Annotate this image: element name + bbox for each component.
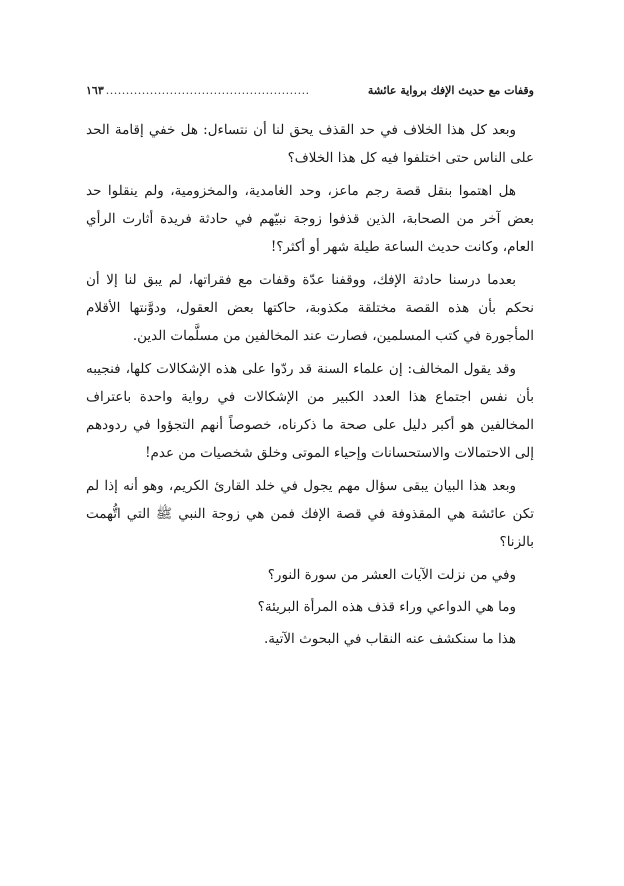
question-line: وما هي الدواعي وراء قذف هذه المرأة البريئة؟ — [257, 599, 516, 615]
paragraph: وقد يقول المخالف: إن علماء السنة قد ردّوا على هذه الإشكالات كلها، فنجيبه بأن نفس اجتماع هذا العدد الكبير من الإشكالات في رواية واحدة باعتراف المخالفين هو أكبر دليل على صحة ما ذكرناه، خصوصاً أنهم التجؤوا في ردودهم إلى الاحتمالات والاستحسانات وإحياء الموتى وخلق شخصيات من عدم! — [86, 361, 534, 461]
running-header-title: وقفات مع حديث الإفك برواية عائشة — [367, 84, 534, 97]
paragraph: بعدما درسنا حادثة الإفك، ووقفنا عدّة وقفات مع فقراتها، لم يبق لنا إلا أن نحكم بأن هذه القصة مختلقة مكذوبة، حاكتها بعض العقول، ودوَّنتها الأقلام المأجورة في كتب المسلمين، فصارت عند المخالفين من مسلَّمات الدين. — [86, 272, 534, 344]
paragraph: وبعد هذا البيان يبقى سؤال مهم يجول في خلد القارئ الكريم، وهو أنه إذا لم تكن عائشة هي المقذوفة في قصة الإفك فمن هي زوجة النبي ﷺ التي اتُّهمت بالزنا؟ — [86, 478, 534, 550]
paragraph: وبعد كل هذا الخلاف في حد القذف يحق لنا أن نتساءل: هل خفي إقامة الحد على الناس حتى اختلفوا فيه كل هذا الخلاف؟ — [86, 122, 534, 166]
closing-line: هذا ما سنكشف عنه النقاب في البحوث الآتية. — [263, 631, 516, 647]
page-number: ١٦٣ — [86, 84, 104, 97]
running-header — [86, 84, 534, 97]
leader-dots: ................................................... — [105, 84, 310, 97]
page-body — [86, 116, 534, 657]
paragraph: هل اهتموا بنقل قصة رجم ماعز، وحد الغامدية، والمخزومية، ولم ينقلوا حد بعض آخر من الصحابة، الذين قذفوا زوجة نبيّهم في حادثة فريدة أثارت الرأي العام، وكانت حديث الساعة طيلة شهر أو أكثر؟! — [86, 183, 534, 255]
question-line: وفي من نزلت الآيات العشر من سورة النور؟ — [267, 567, 516, 583]
